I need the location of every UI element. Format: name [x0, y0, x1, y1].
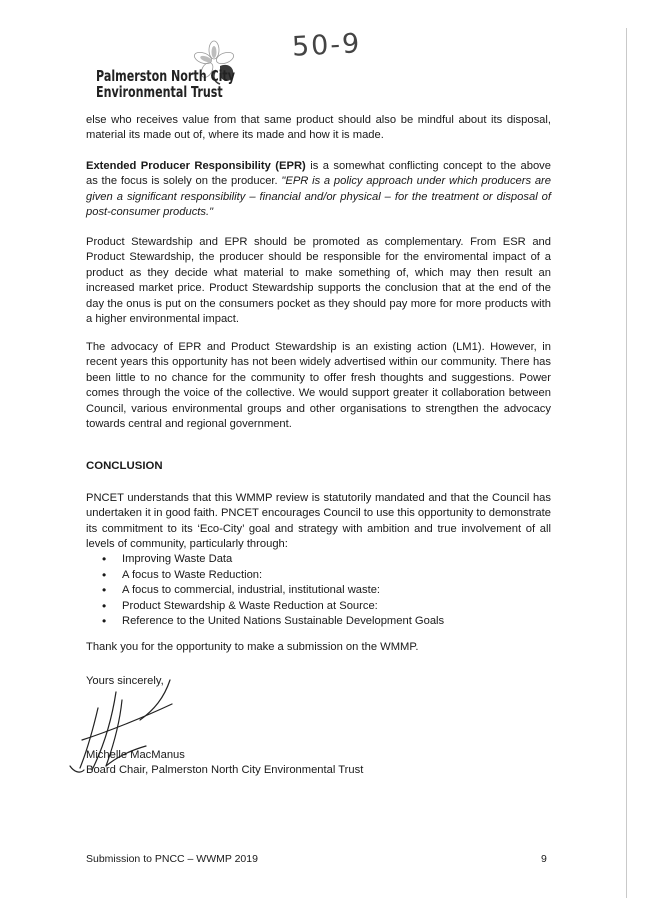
list-item: • A focus to Waste Reduction:	[100, 568, 540, 584]
logo-line-1: Palmerston North City	[96, 67, 235, 85]
footer-document-title: Submission to PNCC – WWMP 2019	[86, 853, 258, 865]
epr-quote: "EPR is a policy approach under which producers are given a significant responsibility – financial and/or physical – for the treatment or disposal of post-consumer products."	[86, 175, 552, 219]
paragraph-conclusion: PNCET understands that this WMMP review is statutorily mandated and that the Council has undertaken it in good faith. PNCET encourages Council to use this opportunity to demonstrate its commitment to its ‘Eco-City’ goal and strategy with ambition and true involvement of all levels of community, particularly through:	[86, 492, 551, 551]
thanks-line: Thank you for the opportunity to make a submission on the WMMP.	[86, 641, 419, 653]
conclusion-bullet-list	[100, 552, 540, 630]
logo-line-2: Environmental Trust	[96, 83, 223, 101]
list-item: • Reference to the United Nations Sustainable Development Goals	[100, 614, 540, 630]
paragraph-complementary: Product Stewardship and EPR should be promoted as complementary. From ESR and Product Stewardship, the producer should be responsible for the enviromental impact of a product as they decide what material to make something of, which may then result an increased market price. Product Stewardship supports the conclusion that at the end of the day the onus is put on the consumers pocket as they should pay more for more products with a higher environmental impact.	[86, 236, 551, 326]
list-item: • Improving Waste Data	[100, 552, 540, 568]
list-item: • Product Stewardship & Waste Reduction at Source:	[100, 599, 540, 615]
paragraph-advocacy: The advocacy of EPR and Product Stewardship is an existing action (LM1). However, in recent years this opportunity has not been widely advertised within our community. There has been little to no chance for the community to offer fresh thoughts and suggestions. Power comes through the voice of the collective. We would support greater it collaboration between Council, various environmental groups and other organisations to strengthen the advocacy towards central and regional government.	[86, 341, 551, 431]
paragraph-intro-continuation: else who receives value from that same product should also be mindful about its disposal, material its made out of, where its made and how it is made.	[86, 114, 551, 142]
signer-title: Board Chair, Palmerston North City Environmental Trust	[86, 764, 364, 776]
list-item: • A focus to commercial, industrial, institutional waste:	[100, 583, 540, 599]
conclusion-heading: CONCLUSION	[86, 460, 163, 472]
handwritten-reference-number: 50-9	[291, 28, 363, 63]
closing-salutation: Yours sincerely,	[86, 675, 164, 687]
logo-wordmark	[96, 68, 235, 100]
scan-edge-line	[626, 28, 627, 898]
footer-page-number: 9	[541, 853, 547, 865]
epr-description: is a somewhat conflicting concept to the above as the focus is solely on the producer.	[86, 160, 552, 188]
signer-name: Michelle MacManus	[86, 749, 185, 761]
paragraph-epr	[86, 159, 551, 221]
epr-term: Extended Producer Responsibility (EPR)	[86, 160, 306, 172]
